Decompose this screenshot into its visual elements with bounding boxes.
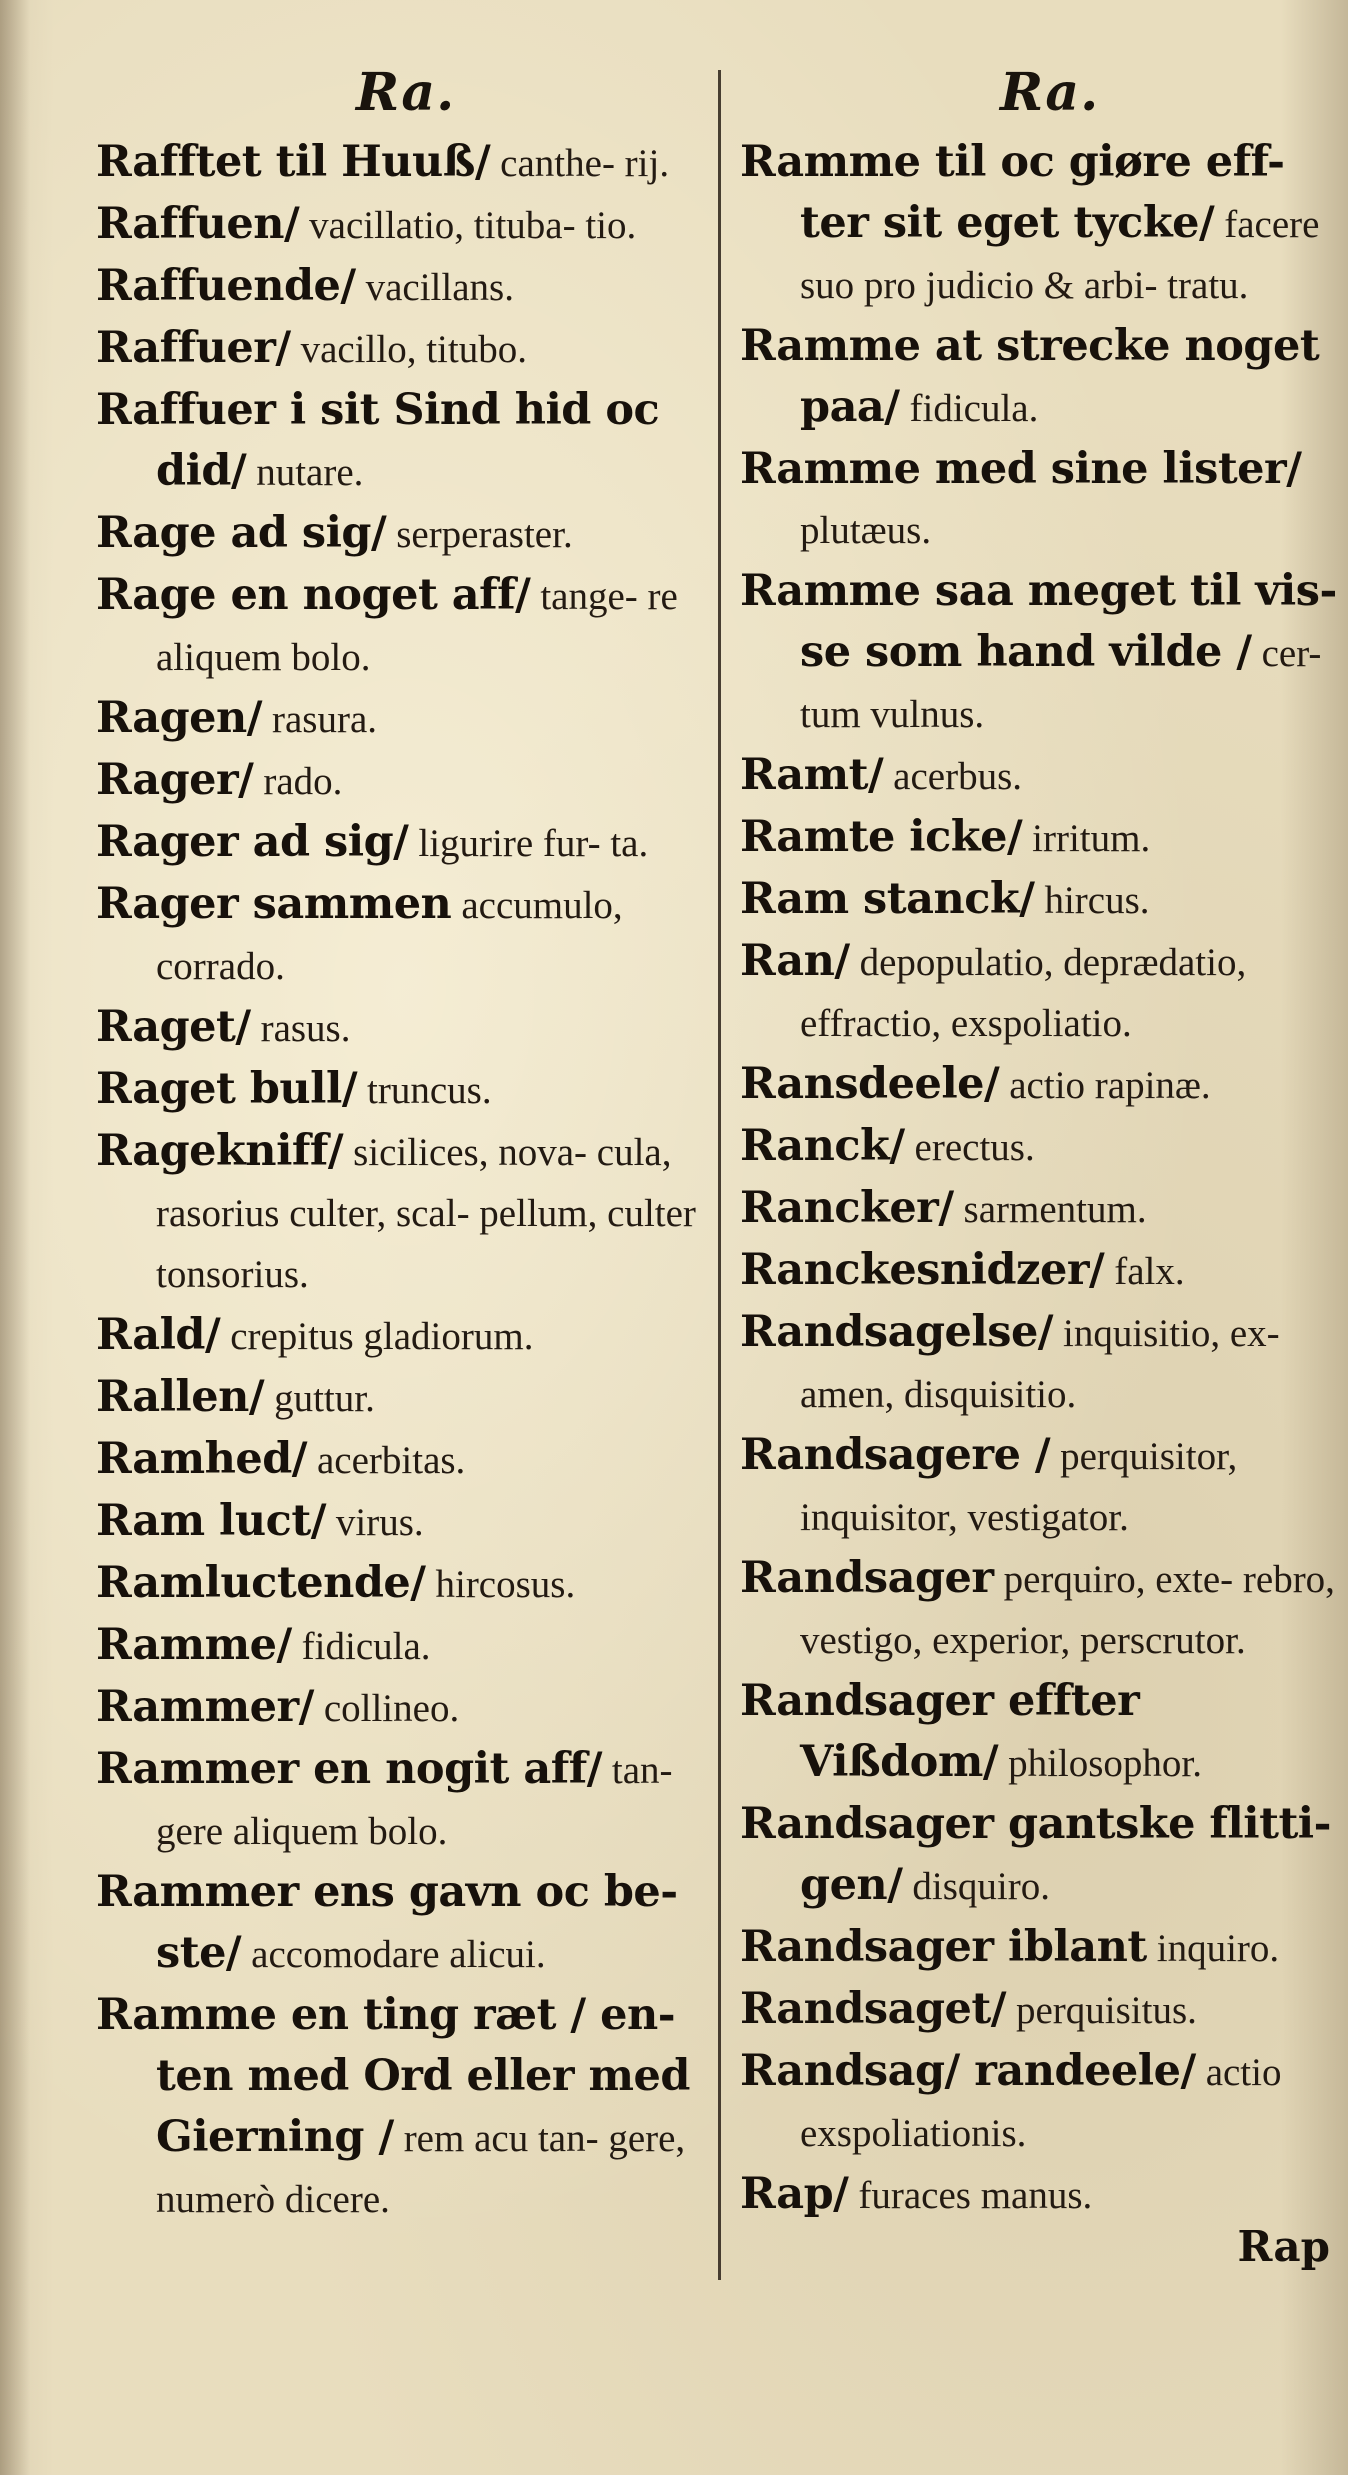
dictionary-entry xyxy=(96,688,736,750)
dictionary-entry xyxy=(740,931,1340,1054)
entry-latin-gloss: tan- gere aliquem bolo. xyxy=(156,1749,673,1853)
dictionary-entry xyxy=(96,318,736,380)
dictionary-entry xyxy=(96,997,736,1059)
entry-latin-gloss: actio exspoliationis. xyxy=(800,2051,1282,2155)
entry-latin-gloss: sarmentum. xyxy=(963,1188,1147,1231)
entry-latin-gloss: vacillatio, tituba- tio. xyxy=(309,204,637,247)
dictionary-entry xyxy=(740,1178,1340,1240)
dictionary-entry xyxy=(96,194,736,256)
entry-headword: Rammer/ xyxy=(96,1682,314,1732)
entry-headword: Rager/ xyxy=(96,755,254,805)
entry-headword: Ramme saa meget til vis- se som hand vilde / xyxy=(740,566,1337,677)
entry-headword: Ramhed/ xyxy=(96,1434,307,1484)
entry-latin-gloss: rem acu tan- gere, numerò dicere. xyxy=(156,2117,686,2221)
left-running-header: Ra. xyxy=(356,62,456,123)
entry-headword: Rage en noget aff/ xyxy=(96,570,531,620)
dictionary-entry xyxy=(96,750,736,812)
entry-headword: Raffuen/ xyxy=(96,199,300,249)
entry-headword: Rage ad sig/ xyxy=(96,508,387,558)
entry-headword: Randsagere / xyxy=(740,1430,1051,1480)
entry-headword: Randsager gantske flitti- gen/ xyxy=(740,1799,1331,1910)
entry-latin-gloss: tange- re aliquem bolo. xyxy=(156,575,678,679)
entry-latin-gloss: philosophor. xyxy=(1008,1742,1202,1785)
dictionary-entry xyxy=(96,1491,736,1553)
left-entries xyxy=(96,132,736,2230)
entry-headword: Rap/ xyxy=(740,2169,849,2219)
entry-headword: Rammer en nogit aff/ xyxy=(96,1744,602,1794)
dictionary-entry xyxy=(96,1367,736,1429)
entry-headword: Rager sammen xyxy=(96,879,452,929)
entry-latin-gloss: fidicula. xyxy=(909,387,1039,430)
entry-headword: Ranck/ xyxy=(740,1121,905,1171)
entry-latin-gloss: perquiro, exte- rebro, vestigo, experior, perscrutor. xyxy=(800,1558,1335,1662)
dictionary-entry xyxy=(740,1116,1340,1178)
entry-latin-gloss: truncus. xyxy=(367,1069,492,1112)
dictionary-entry xyxy=(96,1615,736,1677)
entry-latin-gloss: ligurire fur- ta. xyxy=(418,822,649,865)
entry-headword: Ramme med sine lister/ xyxy=(740,444,1302,494)
entry-latin-gloss: rasura. xyxy=(271,698,378,741)
entry-headword: Raffuer i sit Sind hid oc did/ xyxy=(96,385,660,496)
entry-headword: Ramt/ xyxy=(740,750,884,800)
entry-latin-gloss: sicilices, nova- cula, rasorius culter, scal- pellum, culter tonsorius. xyxy=(156,1131,696,1296)
entry-headword: Randsag/ randeele/ xyxy=(740,2046,1196,2096)
dictionary-entry xyxy=(740,1240,1340,1302)
entry-headword: Ragen/ xyxy=(96,693,262,743)
entry-latin-gloss: fidicula. xyxy=(301,1625,431,1668)
entry-headword: Randsager xyxy=(740,1553,994,1603)
entry-headword: Ramme til oc giøre eff- ter sit eget tycke/ xyxy=(740,137,1285,248)
entry-latin-gloss: virus. xyxy=(335,1501,424,1544)
entry-latin-gloss: facere suo pro judicio & arbi- tratu. xyxy=(800,203,1320,307)
entry-latin-gloss: perquisitus. xyxy=(1015,1989,1197,2032)
entry-latin-gloss: rasus. xyxy=(260,1007,351,1050)
entry-headword: Raget/ xyxy=(96,1002,251,1052)
dictionary-entry xyxy=(740,1794,1340,1917)
binding-shadow xyxy=(0,0,30,2475)
right-running-header: Ra. xyxy=(1000,62,1100,123)
entry-headword: Raffuer/ xyxy=(96,323,291,373)
dictionary-entry xyxy=(740,132,1340,316)
entry-latin-gloss: acerbitas. xyxy=(316,1439,466,1482)
dictionary-entry xyxy=(740,561,1340,745)
dictionary-entry xyxy=(740,1979,1340,2041)
entry-headword: Randsager iblant xyxy=(740,1922,1147,1972)
entry-headword: Raffuende/ xyxy=(96,261,356,311)
dictionary-entry xyxy=(740,1425,1340,1548)
dictionary-entry xyxy=(740,807,1340,869)
dictionary-entry xyxy=(96,1862,736,1985)
dictionary-entry xyxy=(740,1054,1340,1116)
entry-headword: Ransdeele/ xyxy=(740,1059,1000,1109)
dictionary-entry xyxy=(740,2041,1340,2164)
dictionary-entry xyxy=(96,1677,736,1739)
entry-headword: Randsaget/ xyxy=(740,1984,1006,2034)
dictionary-entry xyxy=(740,1302,1340,1425)
entry-latin-gloss: disquiro. xyxy=(912,1865,1050,1908)
entry-latin-gloss: inquisitio, ex- amen, disquisitio. xyxy=(800,1312,1280,1416)
entry-headword: Rager ad sig/ xyxy=(96,817,409,867)
entry-latin-gloss: depopulatio, deprædatio, effractio, exspoliatio. xyxy=(800,941,1247,1045)
entry-latin-gloss: falx. xyxy=(1114,1250,1185,1293)
entry-latin-gloss: plutæus. xyxy=(800,509,932,552)
catchword: Rap xyxy=(1237,2222,1330,2271)
entry-latin-gloss: nutare. xyxy=(256,451,364,494)
dictionary-entry xyxy=(740,439,1340,561)
entry-latin-gloss: cer- tum vulnus. xyxy=(800,632,1322,736)
entry-latin-gloss: hircosus. xyxy=(435,1563,576,1606)
column-divider xyxy=(718,70,721,2280)
entry-headword: Randsager effter Vißdom/ xyxy=(740,1676,1140,1787)
dictionary-entry xyxy=(740,869,1340,931)
dictionary-entry xyxy=(740,1917,1340,1979)
entry-latin-gloss: rado. xyxy=(263,760,343,803)
dictionary-entry xyxy=(740,1548,1340,1671)
dictionary-entry xyxy=(740,745,1340,807)
entry-latin-gloss: actio rapinæ. xyxy=(1009,1064,1211,1107)
entry-latin-gloss: erectus. xyxy=(914,1126,1035,1169)
entry-headword: Ramte icke/ xyxy=(740,812,1023,862)
dictionary-entry xyxy=(740,316,1340,439)
entry-latin-gloss: serperaster. xyxy=(396,513,573,556)
entry-latin-gloss: canthe- rij. xyxy=(500,142,670,185)
dictionary-entry xyxy=(96,1121,736,1305)
entry-headword: Randsagelse/ xyxy=(740,1307,1054,1357)
dictionary-entry xyxy=(96,503,736,565)
entry-headword: Rallen/ xyxy=(96,1372,265,1422)
entry-headword: Ram luct/ xyxy=(96,1496,326,1546)
dictionary-entry xyxy=(96,812,736,874)
entry-latin-gloss: guttur. xyxy=(274,1377,375,1420)
dictionary-entry xyxy=(96,380,736,503)
dictionary-entry xyxy=(96,132,736,194)
dictionary-entry xyxy=(96,565,736,688)
dictionary-entry xyxy=(96,1985,736,2230)
entry-headword: Rald/ xyxy=(96,1310,221,1360)
entry-latin-gloss: perquisitor, inquisitor, vestigator. xyxy=(800,1435,1238,1539)
entry-headword: Rammer ens gavn oc be- ste/ xyxy=(96,1867,678,1978)
dictionary-entry xyxy=(96,1739,736,1862)
entry-headword: Rancker/ xyxy=(740,1183,954,1233)
dictionary-entry xyxy=(96,1429,736,1491)
entry-headword: Ramme at strecke noget paa/ xyxy=(740,321,1320,432)
dictionary-entry xyxy=(96,1059,736,1121)
dictionary-entry xyxy=(96,1305,736,1367)
entry-latin-gloss: collineo. xyxy=(323,1687,460,1730)
entry-latin-gloss: accumulo, corrado. xyxy=(156,884,623,988)
dictionary-entry xyxy=(740,1671,1340,1794)
entry-latin-gloss: crepitus gladiorum. xyxy=(230,1315,534,1358)
dictionary-entry xyxy=(96,874,736,997)
entry-headword: Ramluctende/ xyxy=(96,1558,426,1608)
entry-headword: Ranckesnidzer/ xyxy=(740,1245,1105,1295)
entry-latin-gloss: vacillo, titubo. xyxy=(300,328,527,371)
entry-latin-gloss: acerbus. xyxy=(893,755,1023,798)
entry-headword: Raget bull/ xyxy=(96,1064,358,1114)
entry-headword: Ragekniff/ xyxy=(96,1126,344,1176)
entry-latin-gloss: accomodare alicui. xyxy=(251,1933,546,1976)
entry-latin-gloss: irritum. xyxy=(1032,817,1151,860)
entry-headword: Rafftet til Huuß/ xyxy=(96,137,491,187)
entry-headword: Ramme en ting ræt / en- ten med Ord eller med Gierning / xyxy=(96,1990,690,2162)
entry-latin-gloss: vacillans. xyxy=(365,266,514,309)
dictionary-entry xyxy=(96,256,736,318)
right-entries xyxy=(740,132,1340,2226)
entry-headword: Ramme/ xyxy=(96,1620,292,1670)
dictionary-entry xyxy=(96,1553,736,1615)
entry-headword: Ran/ xyxy=(740,936,850,986)
entry-latin-gloss: furaces manus. xyxy=(858,2174,1093,2217)
entry-headword: Ram stanck/ xyxy=(740,874,1035,924)
entry-latin-gloss: inquiro. xyxy=(1156,1927,1280,1970)
entry-latin-gloss: hircus. xyxy=(1044,879,1150,922)
dictionary-entry xyxy=(740,2164,1340,2226)
